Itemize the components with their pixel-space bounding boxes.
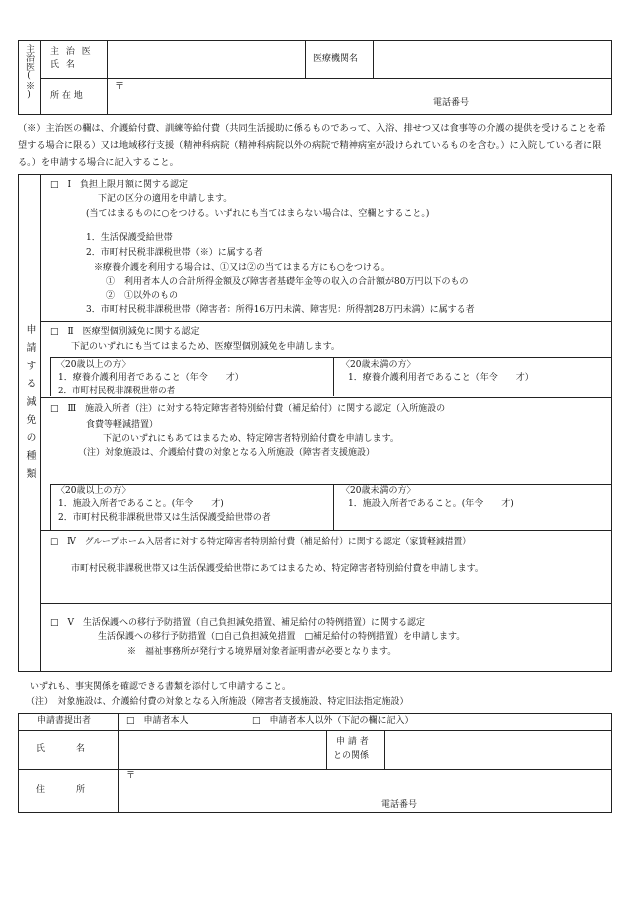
s1-item3: 3．市町村民税非課税世帯（障害者：所得16万円未満、障害児：所得割28万円未満）に属する者 (86, 305, 475, 315)
doctor-note: （※）主治医の欄は、介護給付費、訓練等給付費（共同生活援助に係るものであって、入浴、排せつ又は食事等の介護の提供を受けることを希望する場合に限る）又は地域移行支援（精神科病院（精神科病院以外の病院で精神病室が設けられているものを含む。）に入院している者に限る。）を申請する場合に記入すること。 (18, 123, 606, 168)
s1-line1: 下記の区分の適用を申請します。 (98, 194, 233, 204)
submitter-table (18, 713, 612, 813)
relation-label-1: 申 請 者 (336, 737, 369, 747)
doctor-side-label: 主治医(※) (24, 44, 34, 100)
relation-label-2: との関係 (333, 751, 370, 761)
s2-table-top (50, 357, 612, 358)
s4-line1: 市町村民税非課税世帯又は生活保護受給世帯にあてはまるため、特定障害者特別給付費を申請します。 (71, 564, 484, 574)
s1-note: ※療養介護を利用する場合は、①又は②の当てはまる方にも○をつける。 (94, 263, 390, 273)
s3-right-head: 〈20歳未満の方〉 (341, 486, 416, 496)
s1-bottom (40, 321, 612, 322)
s3-left-2: 2．市町村民税非課税世帯又は生活保護受給世帯の者 (58, 513, 271, 523)
doctor-col-divider-4 (373, 40, 374, 78)
s3-bottom (40, 530, 612, 531)
s1-title: □ Ⅰ 負担上限月額に関する認定 (50, 180, 189, 190)
s2-right-1: 1．療養介護利用者であること（年令 才） (348, 373, 534, 383)
s5-line1: 生活保護への移行予防措置（□自己負担減免措置 □補足給付の特例措置）を申請します。 (98, 632, 466, 642)
reduction-side-label: 申請する減免の種類 (24, 324, 35, 486)
phone-label: 電話番号 (433, 98, 470, 108)
submitter-postal-mark: 〒 (126, 771, 136, 781)
s1-sub2: ② ①以外のもの (106, 291, 179, 301)
s2-line1: 下記のいずれにも当てはまるため、医療型個別減免を申請します。 (71, 342, 340, 352)
submitter-opt-self[interactable]: □ 申請者本人 (126, 716, 189, 726)
s3-right-1: 1．施設入所者であること。(年令 才) (348, 499, 514, 509)
s3-title2: 食費等軽減措置） (86, 420, 159, 430)
address-label: 所 在 地 (50, 91, 83, 101)
submitter-address-label: 住 所 (36, 785, 87, 795)
s3-line2: （注）対象施設は、介護給付費の対象となる入所施設（障害者支援施設） (78, 448, 376, 458)
s1-item1: 1．生活保護受給世帯 (86, 233, 173, 243)
s2-mid (333, 357, 334, 396)
s4-bottom (40, 603, 612, 604)
s2-left-2: 2．市町村民税非課税世帯の者 (58, 386, 176, 396)
s3-left-1: 1．施設入所者であること。(年令 才) (58, 499, 224, 509)
submitter-row-2 (18, 769, 612, 770)
relation-col-left (326, 730, 327, 769)
s2-left-head: 〈20歳以上の方〉 (56, 360, 131, 370)
s1-item2: 2．市町村民税非課税世帯（※）に属する者 (86, 248, 263, 258)
s2-left-1: 1．療養介護利用者であること（年令 才） (58, 373, 244, 383)
s2-left-edge (50, 357, 51, 396)
postal-mark: 〒 (115, 82, 125, 92)
doctor-row-divider (40, 78, 612, 79)
facility-label: 医療機関名 (313, 54, 359, 64)
submitter-label: 申請書提出者 (37, 716, 92, 726)
s2-bottom (40, 397, 612, 398)
s3-table-top (50, 484, 612, 485)
s2-title: □ Ⅱ 医療型個別減免に関する認定 (50, 327, 200, 337)
footer-note-2: （注） 対象施設は、介護給付費の対象となる入所施設（障害者支援施設、特定旧法指定施設） (26, 697, 409, 707)
reduction-side-divider (40, 174, 41, 672)
relation-col-right (384, 730, 385, 769)
s3-title: □ Ⅲ 施設入所者（注）に対する特定障害者特別給付費（補足給付）に関する認定（入所施設の (50, 404, 446, 414)
footer-note-1: いずれも、事実関係を確認できる書類を添付して申請すること。 (30, 682, 292, 692)
s1-sub1: ① 利用者本人の合計所得金額及び障害者基礎年金等の収入の合計額が80万円以下のもの (106, 277, 469, 287)
s4-title: □ Ⅳ グループホーム入居者に対する特定障害者特別給付費（補足給付）に関する認定（家賃軽減措置） (50, 537, 472, 547)
submitter-name-label: 氏 名 (36, 744, 87, 754)
s3-left-head: 〈20歳以上の方〉 (56, 486, 131, 496)
s3-left-edge (50, 484, 51, 530)
submitter-phone-label: 電話番号 (381, 800, 418, 810)
s1-line2: (当てはまるものに○をつける。いずれにも当てはまらない場合は、空欄とすること。) (86, 209, 430, 219)
s3-mid (333, 484, 334, 530)
submitter-row-1 (18, 730, 612, 731)
s2-right-head: 〈20歳未満の方〉 (341, 360, 416, 370)
submitter-col-divider (118, 713, 119, 813)
doctor-name-label-2: 氏 名 (50, 60, 77, 70)
s3-line1: 下記のいずれにもあてはまるため、特定障害者特別給付費を申請します。 (103, 434, 399, 444)
s5-title: □ Ⅴ 生活保護への移行予防措置（自己負担減免措置、補足給付の特例措置）に関する認定 (50, 618, 426, 628)
s5-line2: ※ 福祉事務所が発行する境界層対象者証明書が必要となります。 (127, 647, 397, 657)
doctor-name-label-1: 主 治 医 (50, 47, 93, 57)
doctor-col-divider-3 (305, 40, 306, 78)
submitter-opt-other[interactable]: □ 申請者本人以外（下記の欄に記入） (252, 716, 414, 726)
